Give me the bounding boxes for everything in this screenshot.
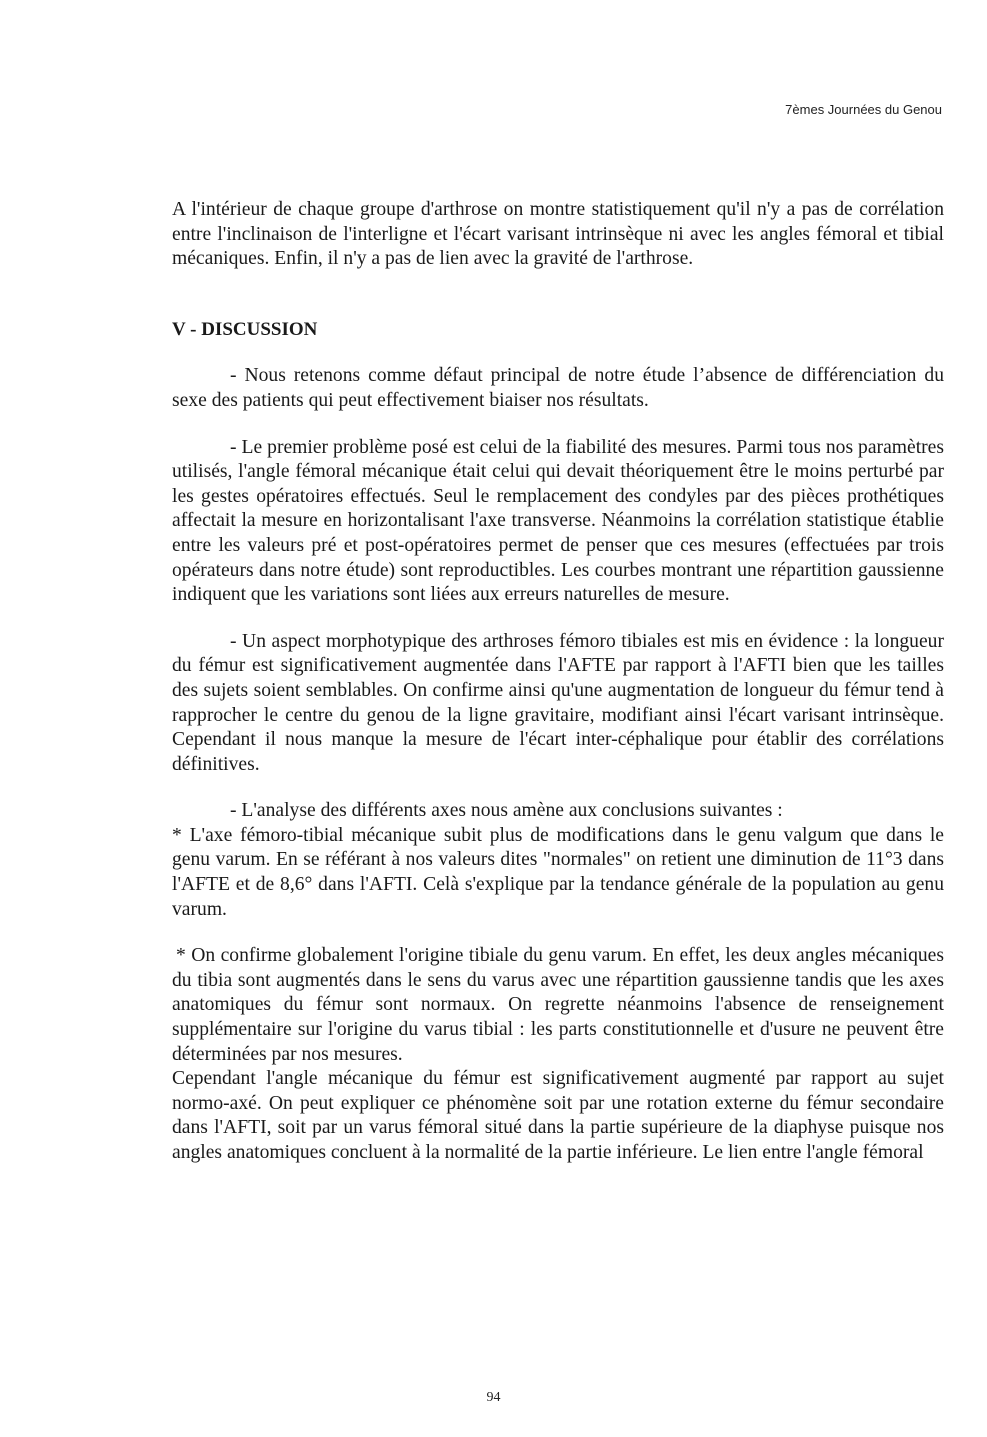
section-heading-discussion: V - DISCUSSION (172, 318, 318, 340)
paragraph-tibial-origin: * On confirme globalement l'origine tibiale du genu varum. En effet, les deux angles mécaniques du tibia sont augmentés dans le sens du varus avec une répartition gaussienne tandis que les axes anatomiques du fémur sont normaux. On regrette néanmoins l'absence de renseignement supplémentaire sur l'origine du varus tibial : les parts constitutionnelle et d'usure ne peuvent être déterminées par nos mesures. (172, 945, 944, 1065)
paragraph-arthrose-groups: A l'intérieur de chaque groupe d'arthrose on montre statistiquement qu'il n'y a pas de corrélation entre l'inclinaison de l'interligne et l'écart varisant intrinsèque ni avec les angles fémoral et tibial mécaniques. Enfin, il n'y a pas de lien avec la gravité de l'arthrose. (172, 199, 944, 270)
paragraph-measurement-reliability: - Le premier problème posé est celui de la fiabilité des mesures. Parmi tous nos paramètres utilisés, l'angle fémoral mécanique était celui qui devait théoriquement être le moins perturbé par les gestes opératoires effectués. Seul le remplacement des condyles par des pièces prothétiques affectait la mesure en horizontalisant l'axe transverse. Néanmoins la corrélation statistique établie entre les valeurs pré et post-opératoires permet de penser que ces mesures (effectuées par trois opérateurs dans notre étude) sont reproductibles. Les courbes montrant une répartition gaussienne indiquent que les variations sont liées aux erreurs naturelles de mesure. (172, 436, 944, 606)
paragraph-femoral-angle: Cependant l'angle mécanique du fémur est significativement augmenté par rapport au sujet normo-axé. On peut expliquer ce phénomène soit par une rotation externe du fémur secondaire dans l'AFTI, soit par un varus fémoral situé dans la partie supérieure de la diaphyse puisque nos angles anatomiques concluent à la normalité de la partie inférieure. Le lien entre l'angle fémoral (172, 1068, 944, 1163)
page-number: 94 (486, 1390, 501, 1405)
running-header: 7èmes Journées du Genou (785, 102, 942, 117)
paragraph-study-defect: - Nous retenons comme défaut principal de notre étude l’absence de différenciation du sexe des patients qui peut effectivement biaiser nos résultats. (172, 365, 944, 411)
paragraph-morphotype: - Un aspect morphotypique des arthroses fémoro tibiales est mis en évidence : la longueur du fémur est significativement augmentée dans l'AFTE par rapport à l'AFTI bien que les tailles des sujets soient semblables. On confirme ainsi qu'une augmentation de longueur du fémur tend à rapprocher le centre du genou de la ligne gravitaire, modifiant ainsi l'écart varisant intrinsèque. Cependant il nous manque la mesure de l'écart inter-céphalique pour établir des corrélations définitives. (172, 630, 944, 775)
paragraph-axes-analysis-intro: - L'analyse des différents axes nous amène aux conclusions suivantes : (230, 800, 783, 822)
paragraph-femoro-tibial-axis: * L'axe fémoro-tibial mécanique subit plus de modifications dans le genu valgum que dans le genu varum. En se référant à nos valeurs dites "normales" on retient une diminution de 11°3 dans l'AFTE et de 8,6° dans l'AFTI. Celà s'explique par la tendance générale de la population au genu varum. (172, 824, 944, 920)
page-body (172, 198, 944, 1166)
